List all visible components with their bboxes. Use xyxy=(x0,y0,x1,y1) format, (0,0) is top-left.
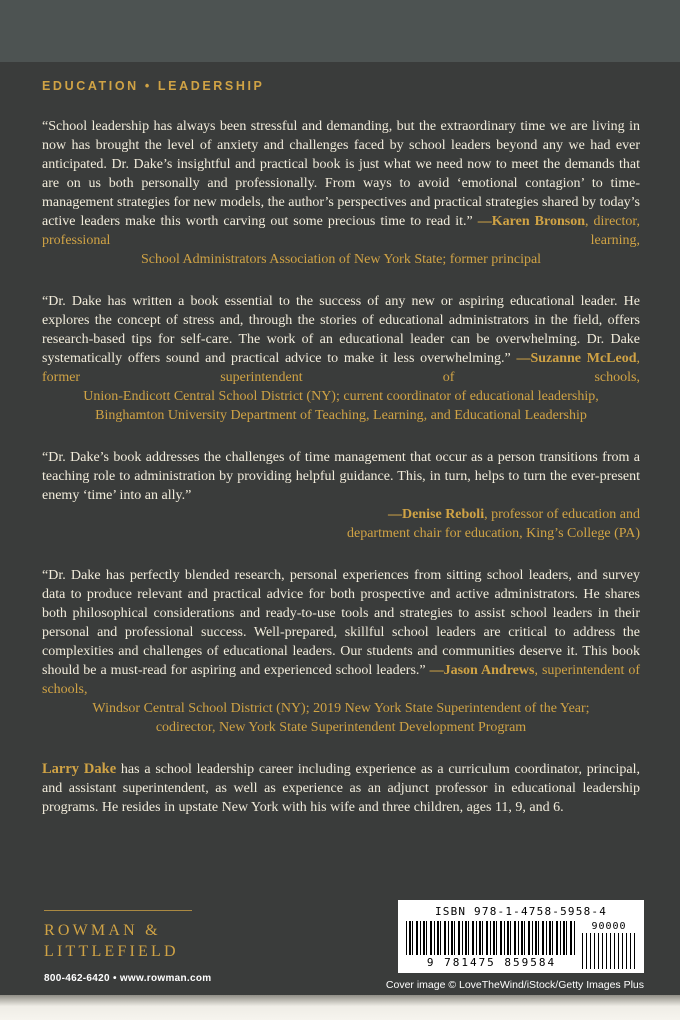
cover-image-credit: Cover image © LoveTheWind/iStock/Getty Images Plus xyxy=(385,979,644,991)
attribution-name: —Karen Bronson xyxy=(477,214,585,229)
attribution-affiliation: Binghamton University Department of Teaching, Learning, and Educational Leadership xyxy=(95,408,587,423)
attribution-role: , former superintendent of schools, xyxy=(42,351,641,385)
barcode-addon-bars xyxy=(582,933,636,969)
barcode-area xyxy=(398,900,644,973)
attribution-name: —Denise Reboli xyxy=(388,507,485,522)
barcode-main xyxy=(406,921,577,969)
attribution-affiliation: department chair for education, King’s College (PA) xyxy=(346,526,640,541)
barcode-row xyxy=(406,921,636,969)
quote-body: “School leadership has always been stressful and demanding, but the extraordinary time we are living in now has brought the level of anxiety and challenges faced by school leaders beyond any we had ever anticipated. Dr. Dake’s insightful and practical book is just what we need now to meet the demands that are on us both personally and professionally. From ways to avoid ‘emotional contagion’ to time-management strategies for new models, the author’s perspectives and practical strategies shared by today’s active leaders make this worth carving out some precious time to read it.” xyxy=(42,119,640,229)
quote-text xyxy=(42,566,640,699)
isbn-label: ISBN 978-1-4758-5958-4 xyxy=(434,905,608,918)
top-band xyxy=(0,0,680,62)
author-bio-text: has a school leadership career including experience as a curriculum coordinator, principal, and assistant superintendent, as well as experience as an adjunct professor in educational leadership programs. He resides in upstate New York with his wife and three children, ages 11, 9, and 6. xyxy=(42,762,640,815)
quote-text xyxy=(42,448,640,505)
quote-block-4 xyxy=(42,566,640,737)
barcode-addon xyxy=(582,921,636,969)
quote-block-2 xyxy=(42,292,640,425)
barcode-box xyxy=(398,900,644,973)
attribution-affiliation: School Administrators Association of New York State; former principal xyxy=(140,252,542,267)
category-line: EDUCATION • LEADERSHIP xyxy=(42,79,265,93)
attribution-role: , superintendent of schools, xyxy=(42,663,640,697)
publisher-name-line1: ROWMAN & xyxy=(44,922,161,939)
attribution-affiliation: Union-Endicott Central School District (NY); current coordinator of educational leadership, xyxy=(83,389,599,404)
publisher-rule xyxy=(44,910,192,911)
cover-content xyxy=(42,62,640,817)
attribution-affiliation: codirector, New York State Superintendent Development Program xyxy=(155,720,527,735)
attribution-affiliation: Windsor Central School District (NY); 2019 New York State Superintendent of the Year; xyxy=(92,701,590,716)
quote-text xyxy=(42,117,640,250)
attribution-role: , director, professional learning, xyxy=(42,214,640,248)
publisher-colophon xyxy=(44,910,211,984)
publisher-contact: 800-462-6420 • www.rowman.com xyxy=(44,973,212,984)
quote-block-3 xyxy=(42,448,640,543)
quote-body: “Dr. Dake has written a book essential to the success of any new or aspiring educational leader. He explores the concept of stress and, through the stories of educational administrators in the field, offers research-based tips for self-care. The work of an educational leader can be overwhelming. Dr. Dake systematically offers sound and practical advice to make it less overwhelming.” xyxy=(42,294,640,366)
attribution-role: , professor of education and xyxy=(484,507,640,522)
barcode-addon-number: 90000 xyxy=(591,921,627,932)
page-edge-strip xyxy=(0,995,680,1020)
quote-body: “Dr. Dake’s book addresses the challenges of time management that occur as a person transitions from a teaching role to administration by providing helpful guidance. This, in turn, helps to turn the ever-present enemy ‘time’ into an ally.” xyxy=(42,450,640,503)
quote-block-1 xyxy=(42,117,640,269)
author-bio xyxy=(42,760,640,817)
attribution-name: —Suzanne McLeod xyxy=(516,351,637,366)
barcode-number: 9 781475 859584 xyxy=(426,956,557,969)
attribution-line xyxy=(42,505,640,524)
publisher-name-line2: LITTLEFIELD xyxy=(44,943,179,960)
barcode-bars xyxy=(406,921,577,955)
quote-body: “Dr. Dake has perfectly blended research, personal experiences from sitting school leaders, and survey data to produce relevant and practical advice for both prospective and active administrators. He shares both philosophical considerations and ready-to-use tools and strategies to assist school leaders in their personal and professional success. Well-prepared, skillful school leaders are critical to address the complexities and challenges of educational leaders. Our students and communities deserve it. This book should be a must-read for aspiring and experienced school leaders.” xyxy=(42,568,640,678)
author-name: Larry Dake xyxy=(42,761,117,777)
quote-text xyxy=(42,292,640,387)
attribution-name: —Jason Andrews xyxy=(429,663,535,678)
